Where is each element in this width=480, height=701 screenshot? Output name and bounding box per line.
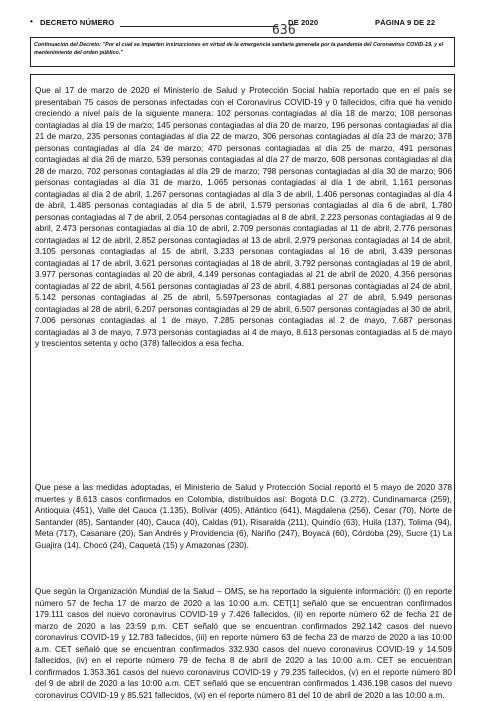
paragraph-department-distribution: Que pese a las medidas adoptadas, el Ministerio de Salud y Protección Social reportó el 5 mayo de 2020 378 muertes y 8.613 casos confirmados en Colombia, distribuidos así: Bogotá D.C. (3.272), Cundinamarca (259), Antioquia (451), Valle del Cauca (1.135), Bolívar (405), Atlántico (641), Magdalena (256), Cesar (70), Norte de Santander (85), Santander (40), Cauca (40), Caldas (91), Risaralda (211), Quindío (63), Huila (137), Tolima (94), Meta (717), Casanare (20), San Andrés y Providencia (6), Nariño (247), Boyacá (60), Córdoba (29), Sucre (1) La Guajira (14), Chocó (24), Caquetá (15) y Amazonas (230). [35,482,452,550]
continuation-text: Continuación del Decreto: "Por el cual se imparten instrucciones en virtud de la emergencia sanitaria generada por la pandemia del Coronavirus COVID-19, y el mantenimiento del orden público." [34,42,444,56]
document-body [30,74,455,700]
paragraph-contagion-timeline: Que al 17 de marzo de 2020 el Ministerio de Salud y Protección Social había reportado que en el país se presentaban 75 casos de personas infectadas con el Coronavirus COVID-19 y 0 fallecidos, cifra que ha venido creciendo a nivel país de la siguiente manera: 102 personas contagiadas al día 18 de marzo; 108 personas contagiadas al día 19 de marzo; 145 personas contagiadas al día 20 de marzo, 196 personas contagiadas al día 21 de marzo, 235 personas contagiadas al día 22 de marzo, 306 personas contagiadas al día 23 de marzo; 378 personas contagiadas al día 24 de marzo; 470 personas contagiadas al día 25 de marzo, 491 personas contagiadas al día 26 de marzo, 539 personas contagiadas al día 27 de marzo, 608 personas contagiadas al día 28 de marzo, 702 personas contagiadas al día 29 de marzo; 798 personas contagiadas al día 30 de marzo; 906 personas contagiadas al día 31 de marzo, 1.065 personas contagiadas al día 1 de abril, 1.161 personas contagiadas al día 2 de abril, 1.267 personas contagiadas al día 3 de abril, 1.406 personas contagiadas al día 4 de abril, 1.485 personas contagiadas al día 5 de abril, 1.579 personas contagiadas al día 6 de abril, 1.780 personas contagiadas al 7 de abril, 2.054 personas contagiadas al 8 de abril, 2.223 personas contagiadas al 9 de abril, 2.473 personas contagiadas al día 10 de abril, 2.709 personas contagiadas al 11 de abril, 2.776 personas contagiadas al 12 de abril, 2.852 personas contagiadas al 13 de abril, 2.979 personas contagiadas al 14 de abril, 3.105 personas contagiadas al 15 de abril, 3.233 personas contagiadas al 16 de abril, 3.439 personas contagiadas al 17 de abril, 3.621 personas contagiadas al 18 de abril, 3.792 personas contagiadas al 19 de abril, 3.977 personas contagiadas al 20 de abril, 4.149 personas contagiadas al 21 de abril de 2020, 4.356 personas contagiadas al 22 de abril, 4.561 personas contagiadas al 23 de abril, 4.881 personas contagiadas al 24 de abril, 5.142 personas contagiadas al 25 de abril, 5.597personas contagiadas al 27 de abril, 5.949 personas contagiadas al 28 de abril, 6.207 personas contagiadas al 29 de abril, 6.507 personas contagiadas al 30 de abril, 7.006 personas contagiadas al 1 de mayo, 7.285 personas contagiadas al 2 de mayo, 7.687 personas contagiadas al 3 de mayo, 7.973 personas contagiadas al 4 de mayo, 8.613 personas contagiadas al 5 de mayo y trescientos setenta y ocho (378) fallecidos a esa fecha. [35,85,452,348]
decree-header [30,14,460,38]
header-bullet: • [30,17,33,26]
decree-number: 636 [272,23,296,38]
decree-year-label: DE 2020 [288,18,319,27]
decree-number-label: DECRETO NÚMERO [40,18,115,27]
decree-number-line [120,23,296,38]
continuation-box [30,37,455,67]
paragraph-oms-reports: Que según la Organización Mundial de la Salud – OMS, se ha reportado la siguiente información: (i) en reporte número 57 de fecha 17 de marzo de 2020 a las 10:00 a.m. CET[1] señaló que se encuentran confirmados 179.111 casos del nuevo coronavirus COVID-19 y 7.426 fallecidos, (ii) en reporte número 62 de fecha 21 de marzo de 2020 a las 23:59 p.m. CET señaló que se encuentran confirmados 292.142 casos del nuevo coronavirus COVID-19 y 12.783 fallecidos, (iii) en reporte número 63 de fecha 23 de marzo de 2020 a las 10:00 a.m. CET señaló que se encuentran confirmados 332.930 casos del nuevo coronavirus COVID-19 y 14.509 fallecidos, (iv) en el reporte número 79 de fecha 8 de abril de 2020 a las 10:00 a.m. CET se encuentran confirmados 1.353.361 casos del nuevo coronavirus COVID-19 y 79.235 fallecidos, (v) en el reporte número 80 del 9 de abril de 2020 a las 10:00 a.m. CET señaló que se encuentran confirmados 1.436.198 casos del nuevo coronavirus COVID-19 y 85.521 fallecidos, (vi) en el reporte número 81 del 10 de abril de 2020 a las 10:00 a.m. [35,586,452,700]
page-number-label: PÁGINA 9 DE 22 [375,18,436,27]
